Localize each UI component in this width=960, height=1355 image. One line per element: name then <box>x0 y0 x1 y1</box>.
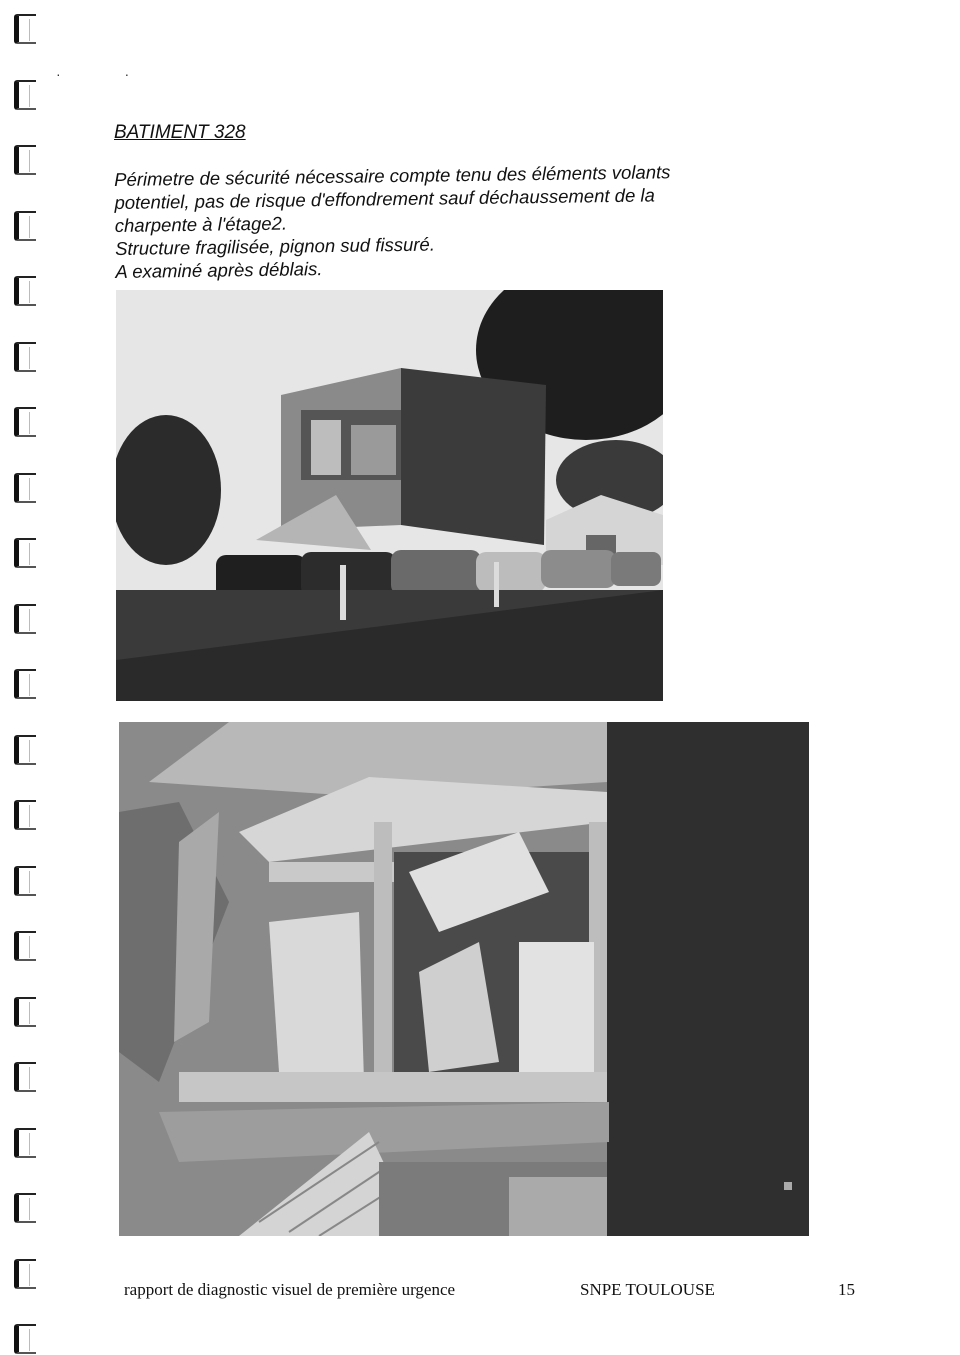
binding-ring <box>14 1062 36 1092</box>
collapsed-structure-photo <box>119 722 809 1236</box>
description-line: A examiné après déblais. <box>115 258 323 282</box>
binding-ring <box>14 800 36 830</box>
binding-ring <box>14 342 36 372</box>
binding-ring <box>14 276 36 306</box>
binding-ring <box>14 735 36 765</box>
description-line: potentiel, pas de risque d'effondrement sauf déchaussement de la <box>114 184 655 213</box>
binding-ring <box>14 866 36 896</box>
binding-ring <box>14 1128 36 1158</box>
binding-ring <box>14 211 36 241</box>
scan-specks: · · <box>56 66 160 82</box>
binding-ring <box>14 538 36 568</box>
spiral-binding <box>14 0 50 1355</box>
binding-ring <box>14 997 36 1027</box>
binding-ring <box>14 407 36 437</box>
binding-ring <box>14 80 36 110</box>
building-exterior-photo <box>116 290 663 701</box>
binding-ring <box>14 145 36 175</box>
description-line: Structure fragilisée, pignon sud fissuré. <box>114 233 436 259</box>
page-number: 15 <box>838 1280 855 1299</box>
binding-ring <box>14 473 36 503</box>
binding-ring <box>14 669 36 699</box>
description-line: Périmetre de sécurité nécessaire compte tenu des éléments volants <box>114 161 671 190</box>
footer-report-title: rapport de diagnostic visuel de première urgence <box>124 1280 456 1299</box>
building-title: BATIMENT 328 <box>114 122 246 143</box>
binding-ring <box>14 14 36 44</box>
footer-organization: SNPE TOULOUSE <box>580 1280 715 1299</box>
binding-ring <box>14 1324 36 1354</box>
damage-description <box>114 158 816 283</box>
description-line: charpente à l'étage2. <box>114 212 288 236</box>
binding-ring <box>14 604 36 634</box>
binding-ring <box>14 1193 36 1223</box>
page-footer <box>0 1280 960 1310</box>
binding-ring <box>14 931 36 961</box>
